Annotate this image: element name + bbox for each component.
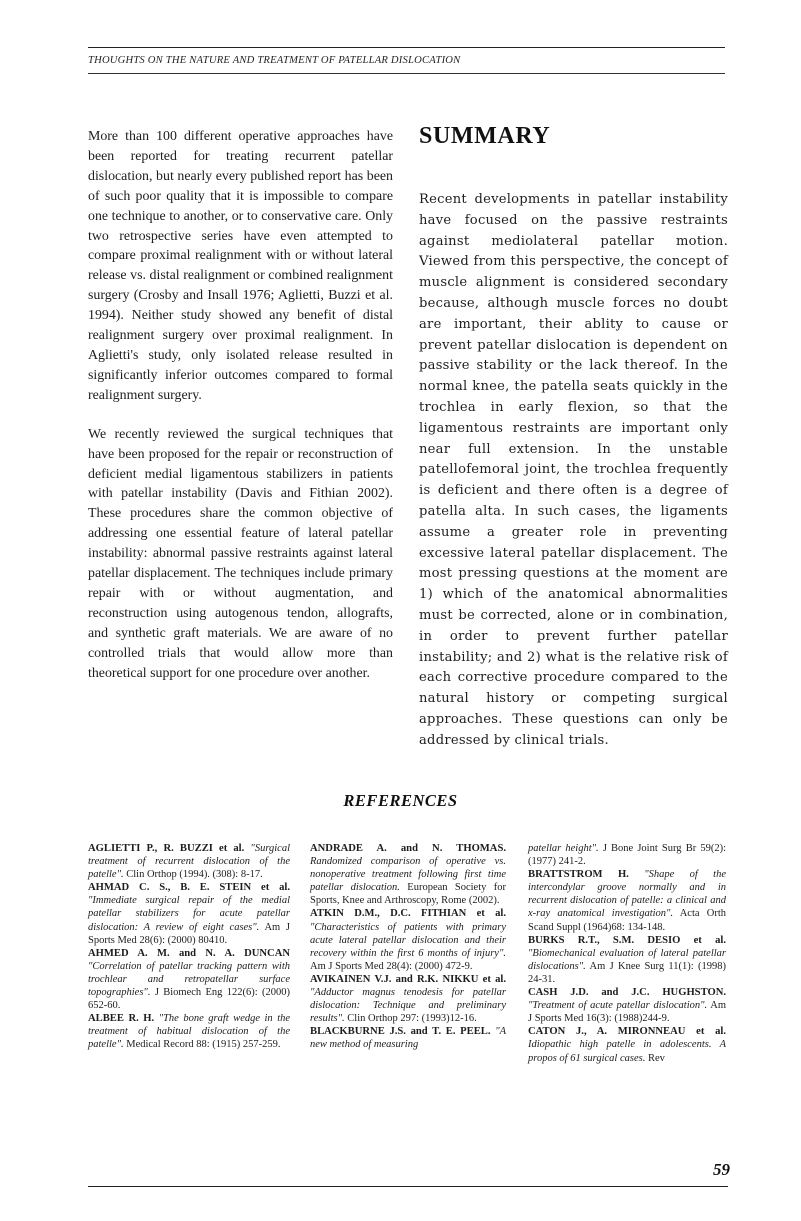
reference-source: Am J Sports Med 16(3): (1988)244-9. (528, 1000, 726, 1025)
reference-source: Am J Sports Med 28(4): (2000) 472-9. (310, 960, 473, 972)
reference-authors: CASH J.D. and J.C. HUGHSTON. (528, 987, 726, 999)
reference-authors: ALBEE R. H. (88, 1013, 155, 1025)
left-column (88, 127, 393, 702)
reference-entry (310, 842, 506, 907)
running-head: THOUGHTS ON THE NATURE AND TREATMENT OF PATELLAR DISLOCATION (88, 55, 461, 66)
reference-title: Randomized comparison of operative vs. nonoperative treatment following first time patellar dislocation. (310, 856, 506, 894)
reference-source: Am J Knee Surg 11(1): (1998) 24-31. (528, 960, 726, 985)
reference-source: J Biomech Eng 122(6): (2000) 652-60. (88, 987, 291, 1012)
reference-title: "Treatment of acute patellar dislocation". (528, 1000, 708, 1012)
reference-source: Clin Orthop (1994). (308): 8-17. (126, 869, 263, 881)
reference-title: patellar height". (528, 843, 599, 854)
reference-title: "Immediate surgical repair of the medial patellar stabilizers for acute patellar dislocation: A review of eight cases". (88, 895, 290, 933)
reference-source: Acta Orth Scand Suppl (1964)68: 134-148. (528, 908, 726, 933)
reference-authors: BURKS R.T., S.M. DESIO et al. (528, 934, 726, 946)
reference-title: "Biomechanical evaluation of lateral patellar dislocations". (528, 947, 726, 972)
summary-heading: SUMMARY (419, 123, 551, 149)
reference-entry (528, 986, 726, 1025)
summary-section (419, 123, 728, 752)
reference-authors: BLACKBURNE J.S. and T. E. PEEL. (310, 1026, 491, 1038)
reference-title: "Adductor magnus tenodesis for patellar dislocation: Technique and preliminary results". (310, 987, 506, 1025)
reference-authors: ANDRADE A. and N. THOMAS. (310, 843, 506, 854)
reference-entry (310, 907, 506, 972)
reference-entry (88, 842, 290, 881)
top-rule (88, 47, 725, 48)
reference-source: J Bone Joint Surg Br 59(2): (1977) 241-2. (528, 843, 726, 868)
reference-authors: ATKIN D.M., D.C. FITHIAN et al. (310, 908, 506, 920)
reference-entry (88, 1012, 290, 1051)
references-column-3 (528, 842, 726, 1065)
reference-title: "Characteristics of patients with primary acute lateral patellar dislocation and their recovery within the first 6 months of injury". (310, 921, 506, 959)
left-paragraph-1: More than 100 different operative approaches have been reported for treating recurrent patellar dislocation, but nearly every published report has been of such poor quality that it is impossible to compare one technique to another, or to conservative care. Only two retrospective series have even attempted to compare proximal realignment with or without lateral release vs. distal realignment or combined realignment surgery (Crosby and Insall 1976; Aglietti, Buzzi et al. 1994). Neither study showed any benefit of distal realignment surgery over proximal realignment. In Aglietti's study, only isolated release resulted in significantly inferior outcomes compared to formal realignment surgery. (88, 129, 393, 403)
reference-entry (310, 1025, 506, 1051)
reference-title: "The bone graft wedge in the treatment of habitual dislocation of the patelle". (88, 1013, 291, 1051)
reference-entry (528, 868, 726, 933)
reference-entry (528, 842, 726, 868)
reference-authors: CATON J., A. MIRONNEAU et al. (528, 1026, 726, 1038)
reference-authors: BRATTSTROM H. (528, 869, 629, 881)
reference-title: "Shape of the intercondylar groove normally and in recurrent dislocation of patelle: a clinical and x-ray anatomical investigation". (528, 869, 726, 920)
reference-title: "Correlation of patellar tracking pattern with trochlear and retropatellar surface topographies". (88, 960, 290, 999)
reference-title: Idiopathic high patelle in adolescents. A propos of 61 surgical cases. (528, 1039, 726, 1064)
reference-authors: AHMED A. M. and N. A. DUNCAN (88, 947, 290, 959)
header-rule (88, 73, 725, 74)
references-column-1 (88, 842, 290, 1052)
references-heading: REFERENCES (343, 791, 458, 810)
reference-authors: AHMAD C. S., B. E. STEIN et al. (88, 882, 290, 894)
footer-rule (88, 1186, 728, 1187)
reference-entry (528, 934, 726, 986)
page-number: 59 (713, 1160, 730, 1179)
reference-source: Am J Sports Med 28(6): (2000) 80410. (88, 921, 291, 946)
left-paragraph-2: We recently reviewed the surgical techniques that have been proposed for the repair or reconstruction of deficient medial ligamentous stabilizers in patients with patellar instability (Davis and Fithian 2002). These procedures share the common objective of addressing one essential feature of lateral patellar instability: abnormal passive restraints against lateral patellar displacement. The techniques include primary repair with or without augmentation, and reconstruction using autogenous tendon, allografts, and synthetic graft materials. We are aware of no controlled trials that would allow more than theoretical support for one procedure over another. (88, 426, 393, 681)
reference-source: European Society for Sports, Knee and Arthroscopy, Rome (2002). (310, 882, 506, 907)
reference-title: "A new method of measuring (310, 1026, 507, 1051)
summary-paragraph: Recent developments in patellar instability have focused on the passive restraints against mediolateral patellar motion. Viewed from this perspective, the concept of muscle alignment is considered secondary because, although muscle forces no doubt are important, their ablity to cause or prevent patellar dislocation is dependent on passive stability or the lack thereof. In the normal knee, the patella seats quickly in the trochlea in early flexion, so that the ligamentous restraints are important only near full extension. In the unstable patellofemoral joint, the trochlea frequently is deficient and there often is a degree of patella alta. In such cases, the ligaments assume a greater role in preventing excessive lateral patellar displacement. The most pressing questions at the moment are 1) which of the anatomical abnormalities must be corrected, alone or in combination, in order to prevent further patellar instability; and 2) what is the relative risk of each corrective procedure compared to the natural history or competing surgical approaches. These questions can only be addressed by clinical trials. (419, 192, 728, 748)
reference-authors: AGLIETTI P., R. BUZZI et al. (88, 843, 245, 854)
reference-source: Rev (647, 1052, 665, 1064)
reference-source: Medical Record 88: (1915) 257-259. (126, 1039, 281, 1051)
reference-authors: AVIKAINEN V.J. and R.K. NIKKU et al. (310, 973, 506, 985)
references-column-2 (310, 842, 506, 1052)
reference-title: "Surgical treatment of recurrent dislocation of the patelle". (88, 843, 291, 881)
reference-entry (88, 947, 290, 1012)
reference-entry (310, 973, 506, 1025)
reference-source: Clin Orthop 297: (1993)12-16. (347, 1013, 477, 1025)
reference-entry (88, 881, 290, 946)
reference-entry (528, 1025, 726, 1064)
